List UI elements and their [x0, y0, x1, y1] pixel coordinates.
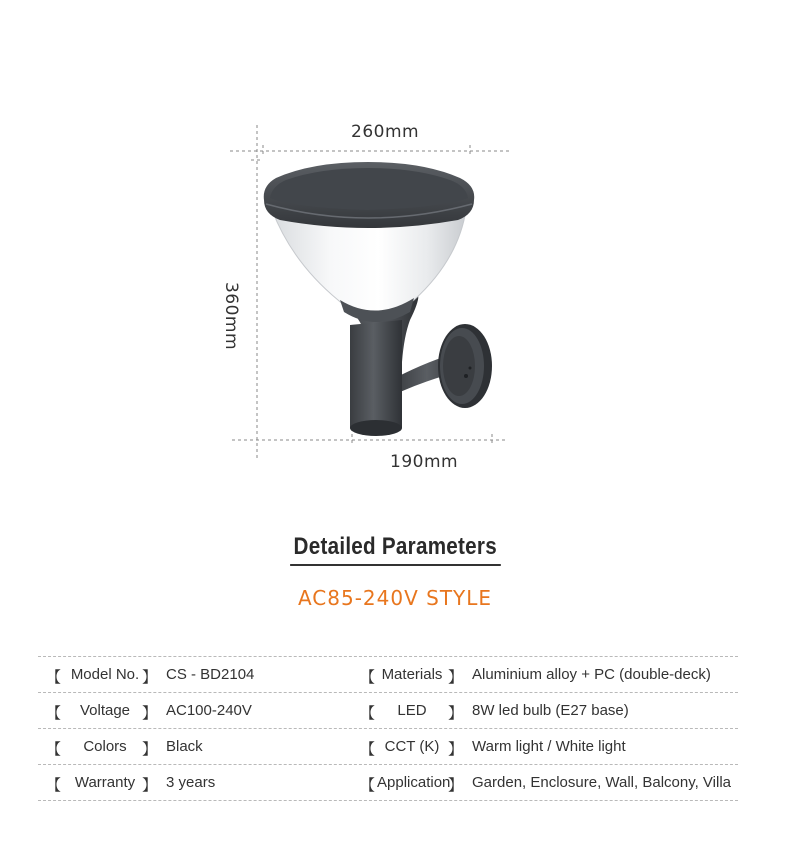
param-left-label: Colors	[83, 738, 127, 755]
parameter-row	[38, 728, 738, 764]
param-left-value: Black	[166, 738, 203, 755]
bracket-open: 【	[360, 777, 376, 794]
param-right-value: 8W led bulb (E27 base)	[472, 702, 629, 719]
bracket-open: 【	[46, 777, 62, 794]
param-left-value: 3 years	[166, 774, 216, 791]
param-right-label: LED	[397, 702, 427, 719]
bracket-close: 】	[142, 705, 158, 722]
param-right-value: Garden, Enclosure, Wall, Balcony, Villa	[472, 774, 732, 791]
param-right-value: Warm light / White light	[472, 738, 626, 755]
param-right-label: Application	[377, 774, 451, 791]
section-heading	[0, 533, 790, 566]
bracket-open: 【	[360, 669, 376, 686]
style-subheading: AC85-240V STYLE	[297, 586, 493, 610]
param-left-value: CS - BD2104	[166, 666, 255, 683]
height-dimension-label: 360mm	[221, 281, 242, 351]
param-left-label: Warranty	[74, 774, 136, 791]
depth-dimension-label: 190mm	[390, 452, 459, 472]
parameter-row	[38, 764, 738, 801]
param-left-value: AC100-240V	[166, 702, 252, 719]
heading-text: Detailed Parameters	[290, 533, 500, 566]
bracket-open: 【	[46, 741, 62, 758]
parameter-row	[38, 692, 738, 728]
param-left-label: Model No.	[70, 666, 140, 683]
param-right-label: CCT (K)	[384, 738, 440, 755]
bracket-close: 】	[448, 777, 464, 794]
bracket-open: 【	[360, 705, 376, 722]
parameter-row	[38, 656, 738, 692]
bracket-close: 】	[448, 669, 464, 686]
bracket-close: 】	[142, 669, 158, 686]
wall-bracket	[395, 324, 492, 408]
bracket-open: 【	[360, 741, 376, 758]
bracket-close: 】	[142, 741, 158, 758]
bracket-close: 】	[142, 777, 158, 794]
bracket-close: 】	[448, 705, 464, 722]
bracket-open: 【	[46, 669, 62, 686]
lamp-lid	[264, 162, 474, 228]
param-right-label: Materials	[381, 666, 443, 683]
param-right-value: Aluminium alloy + PC (double-deck)	[472, 666, 711, 683]
bracket-close: 】	[448, 741, 464, 758]
width-dimension-label: 260mm	[351, 122, 420, 142]
parameters-table	[38, 656, 738, 801]
param-left-label: Voltage	[79, 702, 131, 719]
bracket-open: 【	[46, 705, 62, 722]
